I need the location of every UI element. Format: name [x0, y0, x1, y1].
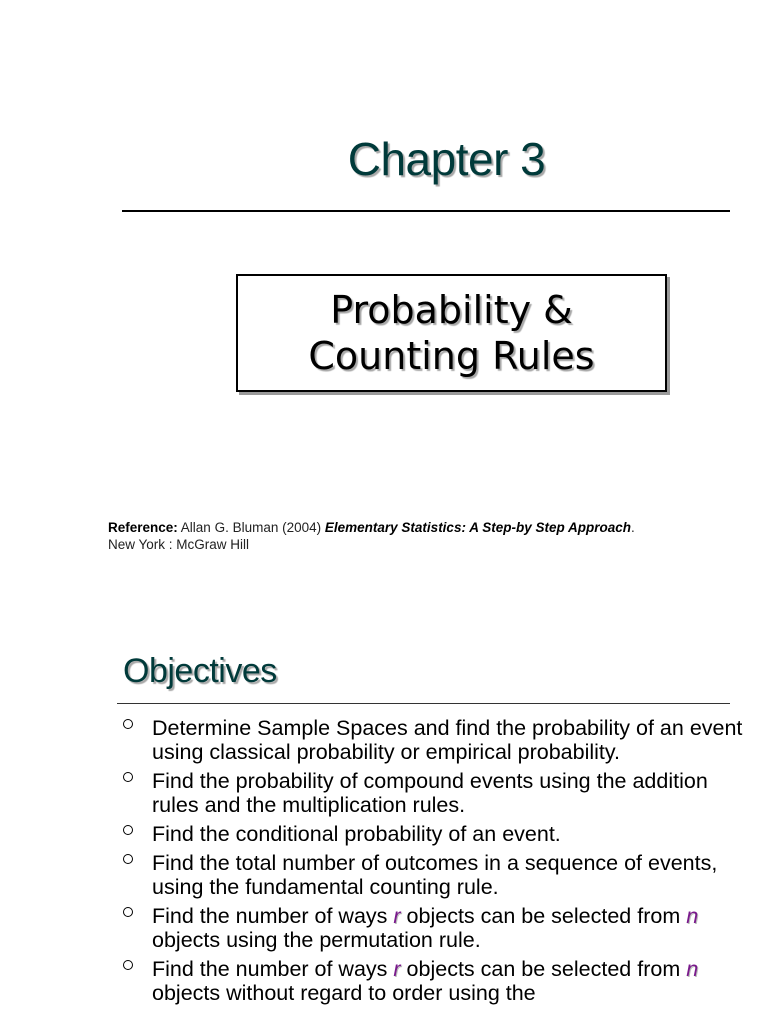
- title-divider: [122, 210, 730, 212]
- list-item: [123, 716, 743, 764]
- objective-text: [152, 957, 698, 1005]
- objectives-title: Objectives: [123, 652, 277, 690]
- circle-bullet-icon: [123, 854, 133, 864]
- objective-text: Determine Sample Spaces and find the probability of an event using classical probability or empirical probability.: [152, 716, 743, 764]
- title-box: [236, 274, 667, 392]
- title-line-1: Probability &: [330, 288, 573, 332]
- variable-n: n: [686, 957, 699, 981]
- reference-period: .: [630, 520, 635, 535]
- reference-book: Elementary Statistics: A Step-by Step Approach: [324, 520, 631, 535]
- reference-author: Allan G. Bluman (2004): [180, 520, 322, 535]
- objective-text: [152, 904, 698, 952]
- variable-r: r: [393, 957, 401, 981]
- objective-text-part: Find the number of ways: [152, 957, 394, 981]
- list-item: [123, 851, 743, 899]
- circle-bullet-icon: [123, 960, 133, 970]
- objective-text: Find the conditional probability of an event.: [152, 822, 561, 846]
- list-item: [123, 904, 743, 952]
- objectives-divider: [117, 703, 730, 704]
- objective-text: Find the probability of compound events using the addition rules and the multiplication rules.: [152, 769, 708, 817]
- objective-text-part: objects without regard to order using the: [152, 981, 536, 1005]
- objective-text-part: objects can be selected from: [400, 904, 687, 928]
- circle-bullet-icon: [123, 907, 133, 917]
- circle-bullet-icon: [123, 772, 133, 782]
- variable-r: r: [393, 904, 401, 928]
- reference: [108, 519, 748, 553]
- objective-text-part: objects can be selected from: [400, 957, 687, 981]
- list-item: [123, 769, 743, 817]
- circle-bullet-icon: [123, 825, 133, 835]
- chapter-title: Chapter 3: [347, 133, 546, 185]
- reference-publisher: New York : McGraw Hill: [108, 537, 250, 552]
- variable-n: n: [686, 904, 699, 928]
- objectives-list: [123, 716, 743, 1010]
- objective-text-part: objects using the permutation rule.: [152, 928, 481, 952]
- list-item: [123, 957, 743, 1005]
- reference-label: Reference:: [108, 520, 178, 535]
- circle-bullet-icon: [123, 719, 133, 729]
- objectives-slide: [0, 600, 768, 1024]
- list-item: [123, 822, 743, 846]
- objective-text-part: Find the number of ways: [152, 904, 394, 928]
- title-line-2: Counting Rules: [308, 334, 595, 378]
- objective-text: Find the total number of outcomes in a sequence of events, using the fundamental counting rule.: [152, 851, 718, 899]
